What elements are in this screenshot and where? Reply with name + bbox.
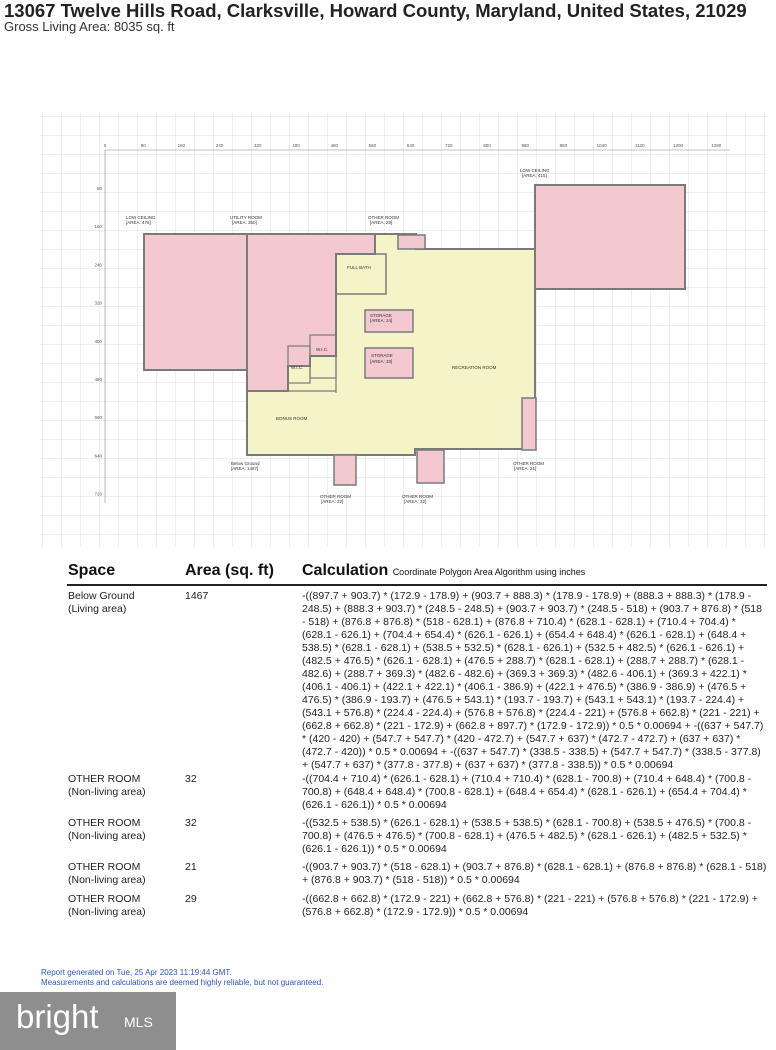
gross-living-area: Gross Living Area: 8035 sq. ft — [4, 19, 175, 34]
x-tick-label: 160 — [177, 143, 186, 148]
x-tick-label: 240 — [215, 143, 224, 148]
row-calculation: -((704.4 + 710.4) * (626.1 - 628.1) + (710.4 + 710.4) * (628.1 - 700.8) + (710.4 + 648.4) * (700.8 - 700.8) + (648.4 + 648.4) * (700.8 - 628.1) + (648.4 + 654.4) * (628.1 - 626.1) + (654.4 + 704.4) * (626.1 - 626.1)) * 0.5 * 0.00694 — [302, 773, 752, 811]
y-tick-label: 80 — [96, 186, 102, 191]
label-low-ceiling-right-area: [AREA: 415] — [522, 173, 547, 178]
other-room-right — [522, 398, 536, 450]
x-tick-label: 640 — [406, 143, 415, 148]
x-tick-label: 480 — [330, 143, 338, 148]
label-utility-room: UTILITY ROOM — [230, 215, 262, 220]
property-address: 13067 Twelve Hills Road, Clarksville, Howard County, Maryland, United States, 21029 — [4, 0, 747, 21]
logo-brand: bright — [16, 998, 99, 1035]
label-storage-2-area: [AREA: 33] — [370, 359, 393, 364]
row-area: 32 — [185, 773, 197, 785]
row-space-cell — [68, 817, 178, 843]
row-area: 32 — [185, 817, 197, 829]
label-below-ground-area: [AREA: 1467] — [231, 466, 259, 471]
x-tick-label: 320 — [254, 143, 262, 148]
y-tick-label: 160 — [94, 224, 102, 230]
x-tick-label: 960 — [559, 143, 568, 148]
label-storage-1: STORAGE — [370, 313, 392, 318]
x-tick-label: 1120 — [634, 143, 645, 148]
label-low-ceiling-left: LOW CEILING — [126, 215, 156, 220]
x-tick-label: 80 — [140, 143, 146, 148]
label-below-ground: Below Ground — [231, 461, 260, 466]
report-generated: Report generated on Tue, 25 Apr 2023 11:19:44 GMT. — [41, 968, 232, 977]
row-space: OTHER ROOM — [68, 893, 141, 905]
row-space: OTHER ROOM — [68, 861, 141, 873]
label-wic-2: W.I.C. — [316, 347, 329, 352]
row-space-cell — [68, 590, 178, 616]
y-tick-label: 640 — [94, 453, 102, 459]
low-ceiling-right — [535, 185, 685, 289]
label-other-room-right-area: [AREA: 21] — [514, 466, 537, 471]
label-recreation-room: RECREATION ROOM — [452, 365, 497, 370]
row-space-cell — [68, 773, 178, 799]
label-other-room-right: OTHER ROOM — [513, 461, 544, 466]
x-tick-label: 1200 — [672, 143, 684, 148]
x-tick-label: 880 — [521, 143, 529, 148]
x-tick-label: 560 — [368, 143, 377, 148]
label-wic-1: W.I.C. — [291, 365, 304, 370]
x-tick-label: 0 — [103, 143, 107, 148]
x-tick-label: 1040 — [596, 143, 607, 148]
y-tick-label: 560 — [94, 415, 102, 421]
row-space: OTHER ROOM — [68, 773, 141, 785]
row-area: 21 — [185, 861, 197, 873]
label-other-room-b1: OTHER ROOM — [320, 494, 351, 499]
row-type: (Non-living area) — [68, 906, 146, 918]
logo-suffix: MLS — [124, 1014, 153, 1030]
label-storage-2: STORAGE — [371, 353, 393, 358]
row-calculation: -((903.7 + 903.7) * (518 - 628.1) + (903.7 + 876.8) * (628.1 - 628.1) + (876.8 + 876.8) * (628.1 - 518) + (876.8 + 903.7) * (518 - 518)) * 0.5 * 0.00694 — [302, 861, 767, 886]
row-calculation: -((532.5 + 538.5) * (626.1 - 628.1) + (538.5 + 538.5) * (628.1 - 700.8) + (538.5 + 476.5) * (700.8 - 700.8) + (476.5 + 476.5) * (700.8 - 628.1) + (476.5 + 482.5) * (628.1 - 626.1) + (482.5 + 532.5) * (626.1 - 626.1)) * 0.5 * 0.00694 — [302, 817, 752, 855]
floor-plan — [40, 113, 767, 547]
label-utility-room-area: [AREA: 350] — [232, 220, 257, 225]
disclaimer: Measurements and calculations are deemed highly reliable, but not guaranteed. — [41, 978, 324, 987]
x-tick-label: 400 — [292, 143, 300, 148]
row-area: 1467 — [185, 590, 209, 602]
row-type: (Non-living area) — [68, 874, 146, 886]
y-tick-label: 720 — [94, 491, 102, 497]
header-rule — [67, 584, 767, 586]
x-tick-label: 720 — [445, 143, 453, 148]
label-other-room-b2: OTHER ROOM — [402, 494, 433, 499]
header-calculation-label: Calculation — [302, 562, 389, 579]
row-space-cell — [68, 861, 178, 887]
x-tick-label: 1280 — [711, 143, 722, 148]
label-bonus-room: BONUS ROOM — [276, 416, 308, 421]
header-area: Area (sq. ft) — [185, 562, 274, 579]
y-tick-label: 240 — [94, 262, 102, 268]
label-full-bath: FULL BATH — [347, 265, 371, 270]
label-other-room-b2-area: [AREA: 32] — [404, 499, 427, 504]
label-other-room-top: OTHER ROOM — [368, 215, 399, 220]
other-room-bottom-1 — [334, 455, 356, 485]
row-calculation: -((897.7 + 903.7) * (172.9 - 178.9) + (903.7 + 888.3) * (178.9 - 178.9) + (888.3 + 888.3) * (178.9 - 248.5) + (888.3 + 903.7) * (248.5 - 248.5) + (903.7 + 903.7) * (248.5 - 518) + (903.7 + 876.8) * (518 - 518) + (876.8 + 876.8) * (518 - 628.1) + (876.8 + 710.4) * (628.1 - 628.1) + (710.4 + 704.4) * (628.1 - 626.1) + (704.4 + 654.4) * (626.1 - 626.1) + (654.4 + 648.4) * (626.1 - 628.1) + (648.4 + 538.5) * (628.1 - 628.1) + (538.5 + 532.5) * (628.1 - 626.1) + (532.5 + 482.5) * (626.1 - 626.1) + (482.5 + 476.5) * (626.1 - 628.1) + (476.5 + 288.7) * (628.1 - 628.1) + (288.7 + 288.7) * (628.1 - 482.6) + (288.7 + 369.3) * (482.6 - 482.6) + (369.3 + 369.3) * (482.6 - 406.1) + (369.3 + 422.1) * (406.1 - 406.1) + (422.1 + 422.1) * (406.1 - 386.9) + (422.1 + 476.5) * (386.9 - 386.9) + (476.5 + 476.5) * (386.9 - 193.7) + (476.5 + 543.1) * (193.7 - 193.7) + (543.1 + 543.1) * (193.7 - 224.4) + (543.1 + 576.8) * (224.4 - 224.4) + (576.8 + 576.8) * (224.4 - 221) + (576.8 + 662.8) * (221 - 221) + (662.8 + 662.8) * (221 - 172.9) + (662.8 + 897.7) * (172.9 - 172.9)) * 0.5 * 0.00694 + -((637 + 547.7) * (420 - 420) + (547.7 + 547.7) * (420 - 472.7) + (547.7 + 637) * (472.7 - 472.7) + (637 + 637) * (472.7 - 420)) * 0.5 * 0.00694 + -((637 + 547.7) * (338.5 - 338.5) + (547.7 + 547.7) * (338.5 - 377.8) + (547.7 + 637) * (377.8 - 377.8) + (637 + 637) * (377.8 - 338.5)) * 0.5 * 0.00694 — [302, 590, 764, 771]
row-space: Below Ground — [68, 590, 135, 602]
label-low-ceiling-right: LOW CEILING — [520, 168, 550, 173]
label-low-ceiling-left-area: [AREA: 476] — [126, 220, 151, 225]
y-tick-label: 400 — [94, 338, 102, 344]
row-type: (Living area) — [68, 603, 127, 615]
row-space: OTHER ROOM — [68, 817, 141, 829]
header-space: Space — [68, 562, 116, 579]
other-room-bottom-2 — [417, 450, 444, 483]
row-type: (Non-living area) — [68, 830, 146, 842]
row-space-cell — [68, 893, 178, 919]
label-storage-1-area: [AREA: 24] — [370, 318, 393, 323]
x-tick-label: 800 — [483, 143, 491, 148]
header-calculation-note: Coordinate Polygon Area Algorithm using inches — [392, 567, 586, 577]
other-room-top — [398, 235, 425, 249]
row-calculation: -((662.8 + 662.8) * (172.9 - 221) + (662.8 + 576.8) * (221 - 221) + (576.8 + 576.8) * (221 - 172.9) + (576.8 + 662.8) * (172.9 - 172.9)) * 0.5 * 0.00694 — [302, 893, 758, 918]
y-tick-label: 480 — [94, 377, 102, 382]
header-calculation — [302, 562, 585, 580]
low-ceiling-left — [144, 234, 247, 370]
label-other-room-b1-area: [AREA: 32] — [321, 499, 344, 504]
row-type: (Non-living area) — [68, 786, 146, 798]
y-tick-label: 320 — [94, 300, 102, 306]
row-area: 29 — [185, 893, 197, 905]
bright-mls-logo — [0, 992, 176, 1050]
label-other-room-top-area: [AREA: 29] — [370, 220, 393, 225]
